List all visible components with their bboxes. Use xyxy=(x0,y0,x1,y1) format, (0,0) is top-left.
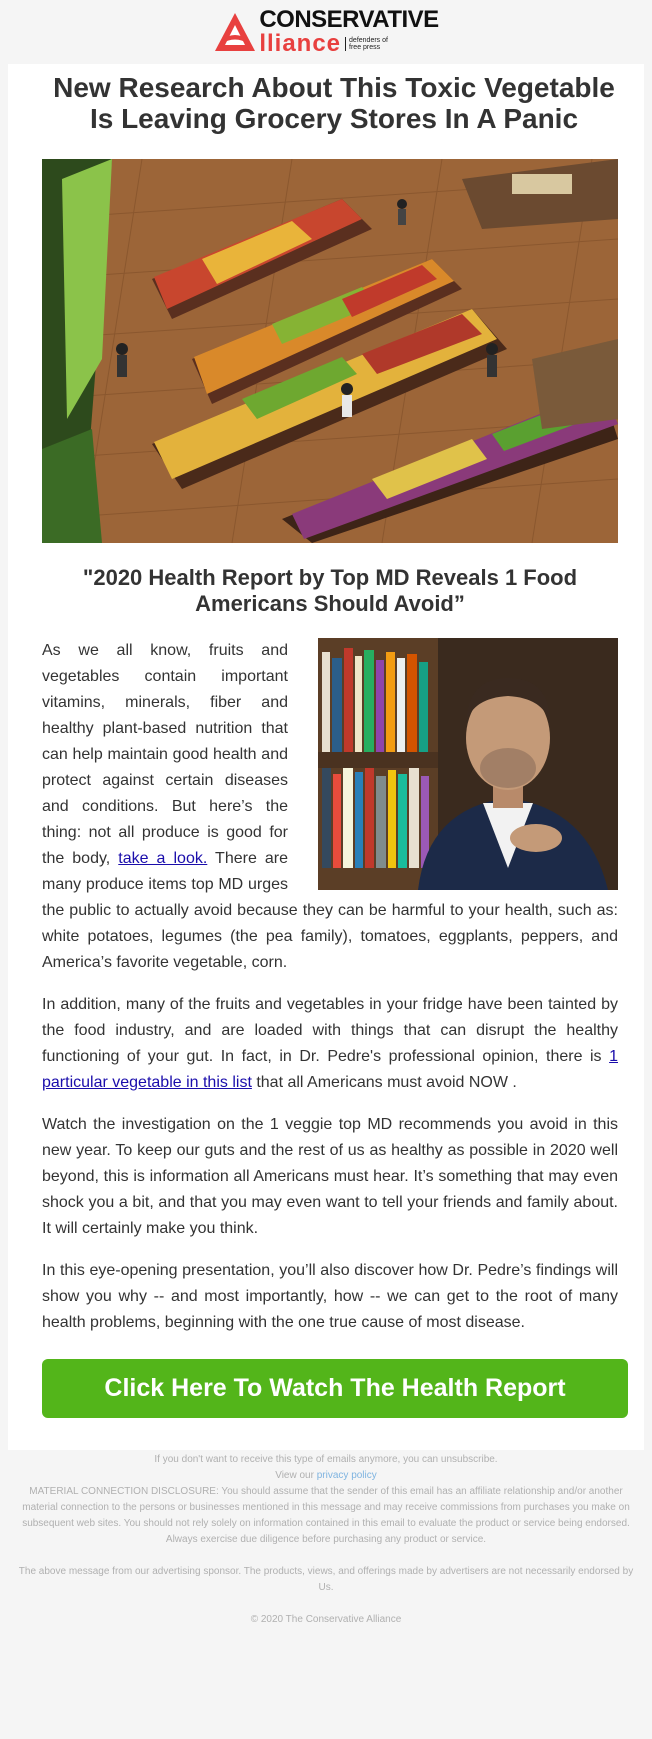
red-a-triangle-icon xyxy=(213,10,257,54)
email-header xyxy=(0,0,652,64)
email-body-card xyxy=(8,64,644,1450)
logo-wordmark xyxy=(259,8,438,56)
particular-vegetable-link[interactable]: 1 particular vegetable in this list xyxy=(42,1048,618,1091)
watch-health-report-button[interactable]: Click Here To Watch The Health Report xyxy=(42,1359,628,1418)
privacy-policy-link[interactable]: privacy policy xyxy=(316,1470,377,1481)
material-disclosure: MATERIAL CONNECTION DISCLOSURE: You should assume that the sender of this email has an affiliate relationship and/or another material connection to the persons or businesses mentioned in this message and may receive commissions from purchases you make on subsequent web sites. You should not rely solely on information contained in this email to evaluate the product or service being endorsed. Always exercise due diligence before purchasing any product or service. xyxy=(22,1486,630,1545)
grocery-aisle-illustration xyxy=(42,159,618,543)
headline: New Research About This Toxic Vegetable Is Leaving Grocery Stores In A Panic xyxy=(53,72,615,134)
take-a-look-link[interactable]: take a look. xyxy=(118,850,208,867)
email-footer xyxy=(12,1452,640,1628)
paragraph-investigation: Watch the investigation on the 1 veggie top MD recommends you avoid in this new year. To keep our guts and the rest of us as healthy as possible in 2020 well beyond, this is information all Americans must hear. It’s something that may even shock you a bit, and that you may even want to tell your friends and family about. It will certainly make you think. xyxy=(42,1116,618,1237)
conservative-alliance-logo[interactable] xyxy=(213,8,438,56)
logo-tagline: defenders of free press xyxy=(345,37,388,51)
sponsor-note: The above message from our advertising sponsor. The products, views, and offerings made by advertisers are not necessarily endorsed by Us. xyxy=(18,1566,634,1593)
subheadline: "2020 Health Report by Top MD Reveals 1 Food Americans Should Avoid” xyxy=(82,565,578,616)
logo-word-conservative: CONSERVATIVE xyxy=(259,6,439,33)
logo-word-alliance: lliance xyxy=(259,30,342,57)
privacy-line: View our privacy policy xyxy=(275,1470,377,1481)
paragraph-intro: As we all know, fruits and vegetables contain important vitamins, minerals, fiber and healthy plant-based nutrition that can help maintain good health and protect against certain diseases and conditions. But here’s the thing: not all produce is good for the body, take a look. There are many produce items top MD urges the public to actually avoid because they can be harmful to your health, such as: white potatoes, legumes (the pea family), tomatoes, eggplants, peppers, and America’s favorite vegetable, corn. xyxy=(42,642,618,971)
article-body xyxy=(42,638,618,1352)
unsubscribe-text[interactable]: If you don't want to receive this type of emails anymore, you can unsubscribe. xyxy=(154,1454,498,1465)
doctor-photo[interactable] xyxy=(318,638,618,890)
doctor-portrait-illustration xyxy=(318,638,618,890)
copyright: © 2020 The Conservative Alliance xyxy=(250,1614,402,1625)
paragraph-presentation: In this eye-opening presentation, you’ll also discover how Dr. Pedre’s findings will show you why -- and most importantly, how -- we can get to the root of many health problems, beginning with the one true cause of most disease. xyxy=(42,1262,618,1331)
grocery-produce-hero-image[interactable] xyxy=(42,159,618,543)
paragraph-food-industry: In addition, many of the fruits and vegetables in your fridge have been tainted by the food industry, and are loaded with things that can disrupt the healthy functioning of your gut. In fact, in Dr. Pedre's professional opinion, there is 1 particular vegetable in this list that all Americans must avoid NOW . xyxy=(42,996,618,1091)
